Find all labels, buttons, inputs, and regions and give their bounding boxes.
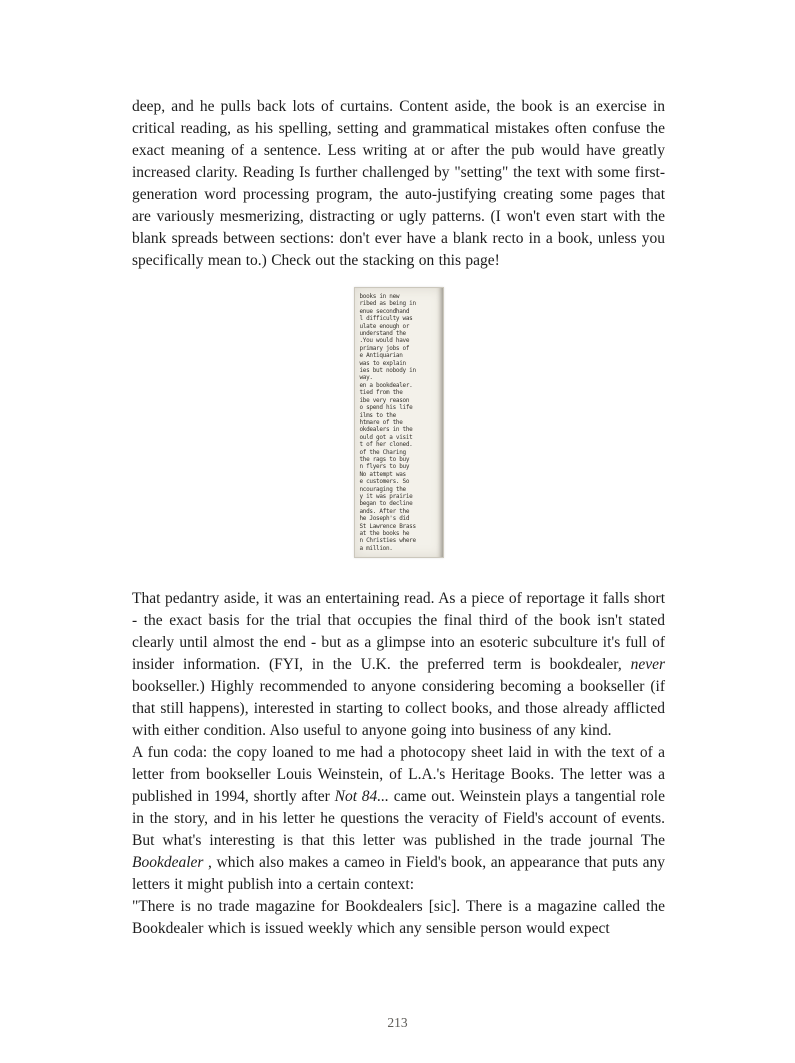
clipping-text-line: of the Charing	[359, 448, 406, 456]
clipping-text-line: t of her cloned.	[359, 441, 413, 449]
clipping-text-line: the rags to buy	[359, 455, 410, 463]
clipping-text-line: ands. After the	[359, 507, 410, 515]
newspaper-clipping-image	[354, 287, 444, 558]
clipping-text-line: ibe very reason	[359, 396, 410, 404]
clipping-text-line: ies but nobody in	[359, 367, 416, 375]
clipping-text-line: okdealers in the	[359, 426, 413, 434]
text-run: bookseller.) Highly recommended to anyone considering becoming a bookseller (if that still happens), interested in starting to collect books, and those already afflicted with either condition. Also useful to anyone going into business of any kind.	[132, 678, 665, 740]
clipping-text-line: e Antiquarian	[359, 352, 403, 360]
clipping-text-line: was to explain	[359, 359, 406, 367]
italic-text-run: Not 84...	[334, 788, 389, 806]
clipping-text-line: l difficulty was	[359, 315, 413, 323]
clipping-text-line: e customers. So	[359, 478, 410, 486]
clipping-text-line: he Joseph's did	[359, 515, 410, 523]
paragraph-2	[132, 588, 665, 742]
paragraph-1	[132, 96, 665, 272]
clipping-text-line: a million.	[359, 544, 393, 552]
clipping-figure	[132, 287, 665, 558]
paragraph-4	[132, 896, 665, 940]
text-run: came out. Weinstein plays a tangential role in the story, and in his letter he questions the veracity of Field's account of events. But what's interesting is that this letter was published in the trade journal The	[132, 788, 665, 850]
text-run: That pedantry aside, it was an entertaining read. As a piece of reportage it falls short - the exact basis for the trial that occupies the final third of the book isn't stated clearly until almost the end - but as a glimpse into an esoteric subculture it's full of insider information. (FYI, in the U.K. the preferred term is bookdealer,	[132, 590, 665, 674]
clipping-text-line: St Lawrence Brass	[359, 522, 416, 530]
clipping-text-line: htmare of the	[359, 418, 403, 426]
paragraph-3	[132, 742, 665, 896]
text-run: , which also makes a cameo in Field's book, an appearance that puts any letters it might publish into a certain context:	[132, 854, 665, 894]
clipping-text-line: ribed as being in	[359, 300, 416, 308]
clipping-text-line: o spend his life	[359, 404, 413, 412]
clipping-text-line: way.	[359, 374, 373, 382]
clipping-text-line: ncouraging the	[359, 485, 406, 493]
clipping-text-line: began to decline	[359, 500, 413, 508]
clipping-text-line: primary jobs of	[359, 344, 410, 352]
clipping-text-line: tied from the	[359, 389, 403, 397]
clipping-text-line: at the books he	[359, 530, 410, 537]
clipping-text-line: No attempt was	[359, 470, 406, 478]
clipping-text-line: ilms to the	[359, 411, 396, 419]
italic-text-run: never	[630, 656, 665, 674]
text-run: deep, and he pulls back lots of curtains. Content aside, the book is an exercise in critical reading, as his spelling, setting and grammatical mistakes often confuse the exact meaning of a sentence. Less writing at or after the pub would have greatly increased clarity. Reading Is further challenged by "setting" the text with some first-generation word processing program, the auto-justifying creating some pages that are variously mesmerizing, distracting or ugly patterns. (I won't even start with the blank spreads between sections: don't ever have a blank recto in a book, unless you specifically mean to.) Check out the stacking on this page!	[132, 98, 665, 269]
clipping-text-line: n Christies where	[359, 537, 416, 545]
clipping-text-line: ulate enough or	[359, 322, 410, 330]
clipping-text-line: en a bookdealer.	[359, 381, 413, 389]
clipping-text-line: n flyers to buy	[359, 463, 410, 471]
clipping-text-line: ould got a visit	[359, 433, 413, 441]
clipping-text-line: understand the	[359, 330, 406, 338]
clipping-text-line: y it was prairie	[359, 492, 413, 500]
clipping-text-line: enue secondhand	[359, 307, 410, 315]
clipping-text-line: .You would have	[359, 337, 410, 345]
clipping-text-line: books in new	[359, 293, 400, 300]
italic-text-run: Bookdealer	[132, 854, 204, 872]
text-run: "There is no trade magazine for Bookdealers [sic]. There is a magazine called the Bookdealer which is issued weekly which any sensible person would expect	[132, 898, 665, 938]
page-number: 213	[387, 1015, 408, 1030]
text-run: A fun coda: the copy loaned to me had a photocopy sheet laid in with the text of a letter from bookseller Louis Weinstein, of L.A.'s Heritage Books. The letter was a published in 1994, shortly after	[132, 744, 665, 806]
